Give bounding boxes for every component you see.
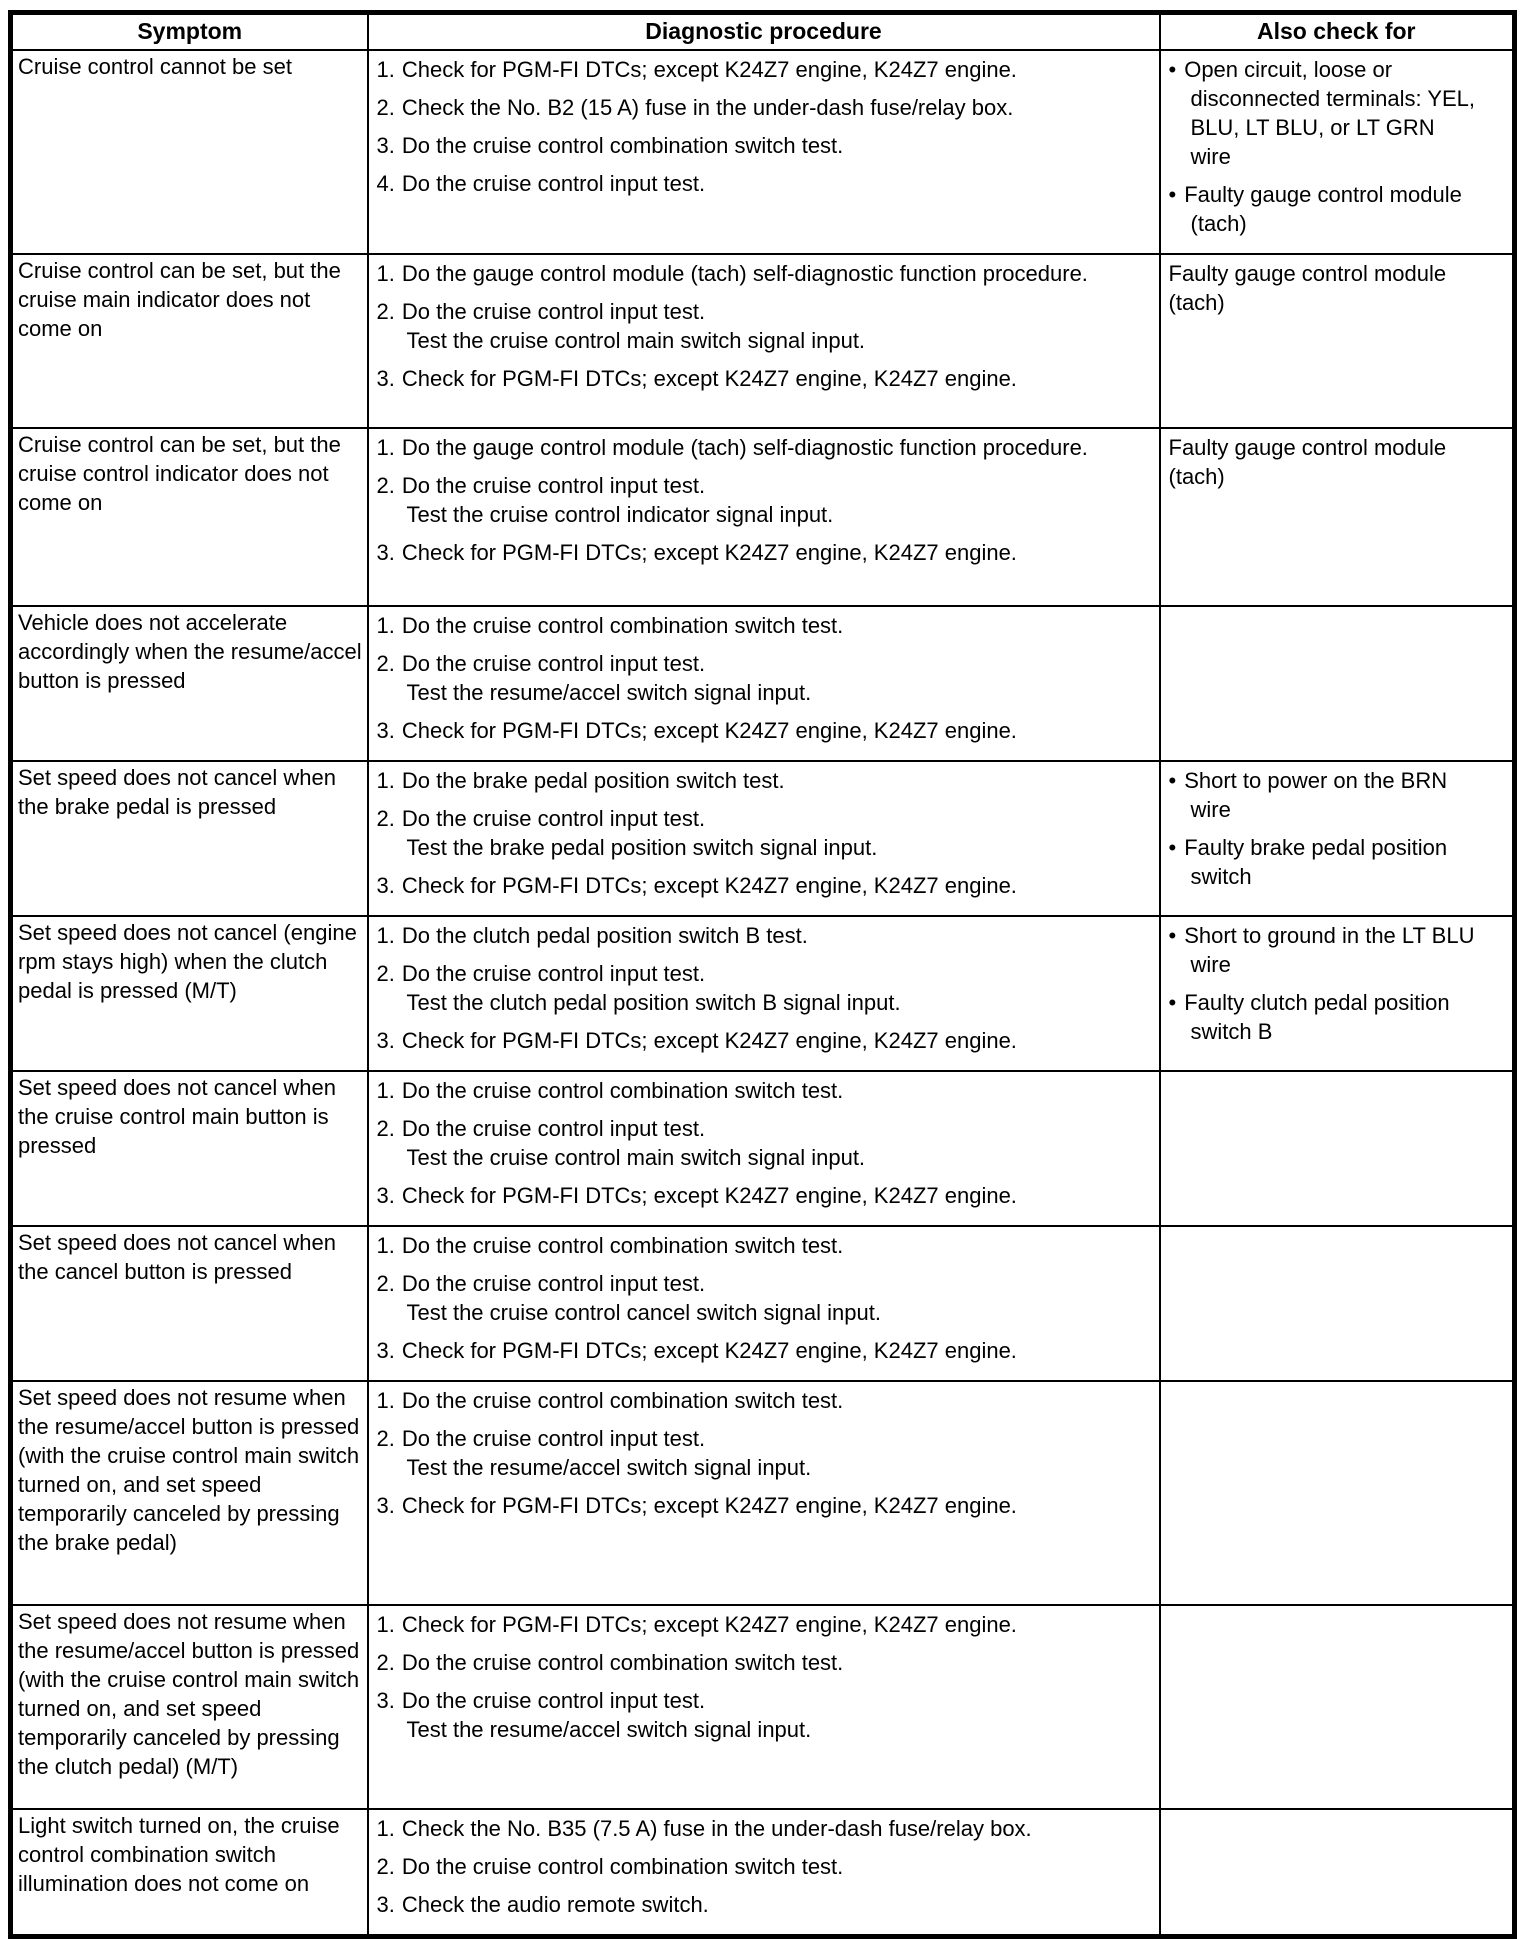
- bullet-icon: •: [1168, 923, 1177, 948]
- procedure-cell: [368, 916, 1160, 1071]
- procedure-item-text: Check for PGM-FI DTCs; except K24Z7 engine, K24Z7 engine.: [401, 1028, 1017, 1053]
- symptom-cell: [11, 1071, 368, 1226]
- also-check-cell: [1160, 1809, 1515, 1937]
- procedure-substep: Test the resume/accel switch signal input.: [406, 680, 812, 705]
- procedure-item: [377, 1076, 1131, 1105]
- procedure-item: [377, 716, 1131, 745]
- procedure-item-number: 2.: [376, 1426, 395, 1451]
- procedure-item-text: Do the cruise control combination switch test.: [401, 1388, 844, 1413]
- procedure-substep: Test the resume/accel switch signal input.: [406, 1717, 812, 1742]
- procedure-item-number: 3.: [376, 133, 395, 158]
- procedure-substep: Test the brake pedal position switch signal input.: [406, 835, 878, 860]
- also-check-item: [1169, 766, 1477, 824]
- procedure-item: [377, 1648, 1131, 1677]
- procedure-item-text: Do the cruise control input test.: [401, 473, 706, 498]
- procedure-item-text: Check for PGM-FI DTCs; except K24Z7 engine, K24Z7 engine.: [401, 1338, 1017, 1363]
- procedure-item-number: 1.: [376, 261, 395, 286]
- procedure-item-number: 2.: [376, 1854, 395, 1879]
- also-check-cell: [1160, 1381, 1515, 1605]
- procedure-item: [377, 433, 1131, 462]
- symptom-text: Light switch turned on, the cruise control combination switch illumination does not come on: [18, 1813, 340, 1896]
- procedure-item-text: Do the cruise control combination switch test.: [401, 1078, 844, 1103]
- also-check-text: Faulty clutch pedal position switch B: [1184, 990, 1450, 1044]
- procedure-item-number: 2.: [376, 651, 395, 676]
- procedure-item-number: 1.: [376, 1233, 395, 1258]
- symptom-cell: [11, 50, 368, 254]
- procedure-item-number: 1.: [376, 1388, 395, 1413]
- procedure-item-text: Do the clutch pedal position switch B test.: [401, 923, 808, 948]
- procedure-item-text: Do the cruise control input test.: [401, 1271, 706, 1296]
- diagnostic-table: [8, 10, 1517, 1939]
- procedure-item: [377, 1336, 1131, 1365]
- procedure-item-text: Do the cruise control input test.: [401, 1688, 706, 1713]
- symptom-cell: [11, 606, 368, 761]
- procedure-item: [377, 93, 1131, 122]
- procedure-item: [377, 871, 1131, 900]
- procedure-item-number: 3.: [376, 718, 395, 743]
- procedure-item-number: 3.: [376, 1338, 395, 1363]
- table-row: [11, 916, 1515, 1071]
- procedure-cell: [368, 1605, 1160, 1809]
- procedure-cell: [368, 1381, 1160, 1605]
- procedure-item: [377, 649, 1131, 707]
- column-header-also-check-for: Also check for: [1160, 13, 1515, 51]
- procedure-item-text: Do the brake pedal position switch test.: [401, 768, 785, 793]
- also-check-cell: [1160, 1605, 1515, 1809]
- symptom-cell: [11, 428, 368, 606]
- procedure-item: [377, 804, 1131, 862]
- procedure-item: [377, 1181, 1131, 1210]
- symptom-text: Set speed does not resume when the resume/accel button is pressed (with the cruise control main switch turned on, and set speed temporarily canceled by pressing the clutch pedal) (M/T): [18, 1609, 360, 1779]
- procedure-item-text: Do the cruise control combination switch test.: [401, 1854, 844, 1879]
- procedure-item: [377, 1231, 1131, 1260]
- procedure-item-text: Do the cruise control input test.: [401, 171, 706, 196]
- table-body: [11, 50, 1515, 1937]
- also-check-item: [1169, 921, 1477, 979]
- procedure-item: [377, 364, 1131, 393]
- procedure-item: [377, 131, 1131, 160]
- also-check-text: Open circuit, loose or disconnected terminals: YEL, BLU, LT BLU, or LT GRN wire: [1184, 57, 1476, 169]
- procedure-item: [377, 1424, 1131, 1482]
- procedure-item-number: 3.: [376, 1028, 395, 1053]
- procedure-item: [377, 297, 1131, 355]
- procedure-item: [377, 1686, 1131, 1744]
- also-check-item: [1169, 833, 1477, 891]
- procedure-item-text: Do the cruise control input test.: [401, 961, 706, 986]
- procedure-item-number: 2.: [376, 95, 395, 120]
- procedure-item-text: Do the gauge control module (tach) self-diagnostic function procedure.: [401, 261, 1088, 286]
- procedure-item-number: 1.: [376, 1078, 395, 1103]
- procedure-cell: [368, 428, 1160, 606]
- also-check-text: Faulty brake pedal position switch: [1184, 835, 1448, 889]
- procedure-cell: [368, 1809, 1160, 1937]
- also-check-item: [1169, 988, 1477, 1046]
- procedure-item: [377, 766, 1131, 795]
- header-row: [11, 13, 1515, 51]
- procedure-item: [377, 259, 1131, 288]
- symptom-cell: [11, 1605, 368, 1809]
- procedure-item: [377, 1890, 1131, 1919]
- also-check-cell: [1160, 1226, 1515, 1381]
- procedure-item: [377, 1491, 1131, 1520]
- procedure-item-text: Check the audio remote switch.: [401, 1892, 709, 1917]
- table-row: [11, 1605, 1515, 1809]
- procedure-item-number: 2.: [376, 1116, 395, 1141]
- procedure-item-text: Check for PGM-FI DTCs; except K24Z7 engine, K24Z7 engine.: [401, 1493, 1017, 1518]
- procedure-item-text: Check the No. B35 (7.5 A) fuse in the under-dash fuse/relay box.: [401, 1816, 1032, 1841]
- procedure-item: [377, 611, 1131, 640]
- procedure-item-text: Check for PGM-FI DTCs; except K24Z7 engine, K24Z7 engine.: [401, 366, 1017, 391]
- procedure-item-number: 1.: [376, 57, 395, 82]
- procedure-item-number: 1.: [376, 1816, 395, 1841]
- procedure-item-number: 3.: [376, 540, 395, 565]
- procedure-item: [377, 1386, 1131, 1415]
- procedure-item: [377, 959, 1131, 1017]
- procedure-item-text: Check the No. B2 (15 A) fuse in the under-dash fuse/relay box.: [401, 95, 1014, 120]
- procedure-item-text: Check for PGM-FI DTCs; except K24Z7 engine, K24Z7 engine.: [401, 718, 1017, 743]
- bullet-icon: •: [1168, 57, 1177, 82]
- table-row: [11, 50, 1515, 254]
- also-check-cell: [1160, 50, 1515, 254]
- procedure-cell: [368, 1071, 1160, 1226]
- symptom-text: Set speed does not resume when the resume/accel button is pressed (with the cruise control main switch turned on, and set speed temporarily canceled by pressing the brake pedal): [18, 1385, 360, 1555]
- procedure-item: [377, 471, 1131, 529]
- procedure-item-number: 2.: [376, 961, 395, 986]
- symptom-cell: [11, 254, 368, 428]
- table-row: [11, 1381, 1515, 1605]
- also-check-text: Faulty gauge control module (tach): [1184, 182, 1462, 236]
- procedure-item-number: 1.: [376, 923, 395, 948]
- table-row: [11, 428, 1515, 606]
- procedure-item-text: Check for PGM-FI DTCs; except K24Z7 engine, K24Z7 engine.: [401, 540, 1017, 565]
- procedure-item-number: 3.: [376, 1892, 395, 1917]
- procedure-item-number: 3.: [376, 873, 395, 898]
- also-check-cell: [1160, 254, 1515, 428]
- table-header: [11, 13, 1515, 51]
- procedure-item-text: Check for PGM-FI DTCs; except K24Z7 engine, K24Z7 engine.: [401, 873, 1017, 898]
- also-check-text: Faulty gauge control module (tach): [1168, 435, 1447, 489]
- symptom-cell: [11, 1809, 368, 1937]
- procedure-cell: [368, 606, 1160, 761]
- procedure-item-text: Check for PGM-FI DTCs; except K24Z7 engine, K24Z7 engine.: [401, 57, 1017, 82]
- symptom-cell: [11, 1381, 368, 1605]
- procedure-substep: Test the cruise control cancel switch signal input.: [406, 1300, 881, 1325]
- procedure-item-text: Do the cruise control input test.: [401, 651, 706, 676]
- procedure-item: [377, 1114, 1131, 1172]
- procedure-item-text: Check for PGM-FI DTCs; except K24Z7 engine, K24Z7 engine.: [401, 1183, 1017, 1208]
- procedure-item: [377, 1026, 1131, 1055]
- also-check-text: Short to power on the BRN wire: [1184, 768, 1448, 822]
- procedure-item-text: Check for PGM-FI DTCs; except K24Z7 engine, K24Z7 engine.: [401, 1612, 1017, 1637]
- table-row: [11, 761, 1515, 916]
- table-row: [11, 1226, 1515, 1381]
- procedure-item-text: Do the cruise control input test.: [401, 806, 706, 831]
- procedure-item-number: 2.: [376, 1650, 395, 1675]
- bullet-icon: •: [1168, 768, 1177, 793]
- procedure-item-number: 4.: [376, 171, 395, 196]
- also-check-cell: [1160, 1071, 1515, 1226]
- procedure-substep: Test the cruise control main switch signal input.: [406, 328, 866, 353]
- bullet-icon: •: [1168, 990, 1177, 1015]
- table-row: [11, 1809, 1515, 1937]
- procedure-item-text: Do the cruise control combination switch test.: [401, 613, 844, 638]
- symptom-text: Cruise control can be set, but the cruise main indicator does not come on: [18, 258, 341, 341]
- column-header-symptom: Symptom: [11, 13, 368, 51]
- procedure-item-number: 2.: [376, 473, 395, 498]
- procedure-cell: [368, 254, 1160, 428]
- table-row: [11, 254, 1515, 428]
- column-header-diagnostic-procedure: Diagnostic procedure: [368, 13, 1160, 51]
- procedure-item: [377, 1269, 1131, 1327]
- procedure-item: [377, 538, 1131, 567]
- procedure-item-text: Do the gauge control module (tach) self-diagnostic function procedure.: [401, 435, 1088, 460]
- symptom-cell: [11, 761, 368, 916]
- also-check-cell: [1160, 916, 1515, 1071]
- procedure-item-number: 3.: [376, 1688, 395, 1713]
- procedure-substep: Test the resume/accel switch signal input.: [406, 1455, 812, 1480]
- procedure-item-text: Do the cruise control combination switch test.: [401, 133, 844, 158]
- bullet-icon: •: [1168, 182, 1177, 207]
- bullet-icon: •: [1168, 835, 1177, 860]
- procedure-item-number: 2.: [376, 1271, 395, 1296]
- symptom-text: Set speed does not cancel when the brake pedal is pressed: [18, 765, 337, 819]
- symptom-text: Cruise control can be set, but the cruise control indicator does not come on: [18, 432, 341, 515]
- procedure-substep: Test the cruise control indicator signal input.: [406, 502, 834, 527]
- symptom-cell: [11, 916, 368, 1071]
- procedure-item-number: 3.: [376, 366, 395, 391]
- procedure-item-text: Do the cruise control input test.: [401, 1426, 706, 1451]
- procedure-item-number: 3.: [376, 1183, 395, 1208]
- symptom-text: Cruise control cannot be set: [18, 54, 292, 79]
- procedure-cell: [368, 761, 1160, 916]
- also-check-cell: [1160, 606, 1515, 761]
- symptom-text: Set speed does not cancel (engine rpm stays high) when the clutch pedal is pressed (M/T): [18, 920, 357, 1003]
- also-check-item: [1169, 55, 1477, 171]
- procedure-substep: Test the cruise control main switch signal input.: [406, 1145, 866, 1170]
- procedure-item-number: 2.: [376, 299, 395, 324]
- also-check-text: Faulty gauge control module (tach): [1168, 261, 1447, 315]
- table-row: [11, 1071, 1515, 1226]
- procedure-item-number: 2.: [376, 806, 395, 831]
- procedure-item-text: Do the cruise control input test.: [401, 299, 706, 324]
- procedure-item-text: Do the cruise control combination switch test.: [401, 1233, 844, 1258]
- also-check-cell: [1160, 761, 1515, 916]
- procedure-item-number: 1.: [376, 613, 395, 638]
- procedure-cell: [368, 1226, 1160, 1381]
- table-row: [11, 606, 1515, 761]
- procedure-item-number: 3.: [376, 1493, 395, 1518]
- procedure-item: [377, 55, 1131, 84]
- procedure-item-number: 1.: [376, 768, 395, 793]
- procedure-item: [377, 1610, 1131, 1639]
- procedure-cell: [368, 50, 1160, 254]
- procedure-item-text: Do the cruise control input test.: [401, 1116, 706, 1141]
- procedure-item-number: 1.: [376, 1612, 395, 1637]
- procedure-substep: Test the clutch pedal position switch B signal input.: [406, 990, 901, 1015]
- also-check-item: [1169, 180, 1477, 238]
- procedure-item: [377, 169, 1131, 198]
- procedure-item: [377, 921, 1131, 950]
- procedure-item: [377, 1852, 1131, 1881]
- symptom-cell: [11, 1226, 368, 1381]
- symptom-text: Vehicle does not accelerate accordingly when the resume/accel button is pressed: [18, 610, 362, 693]
- symptom-text: Set speed does not cancel when the cruise control main button is pressed: [18, 1075, 337, 1158]
- symptom-text: Set speed does not cancel when the cancel button is pressed: [18, 1230, 337, 1284]
- also-check-cell: [1160, 428, 1515, 606]
- procedure-item-number: 1.: [376, 435, 395, 460]
- procedure-item: [377, 1814, 1131, 1843]
- procedure-item-text: Do the cruise control combination switch test.: [401, 1650, 844, 1675]
- also-check-text: Short to ground in the LT BLU wire: [1184, 923, 1475, 977]
